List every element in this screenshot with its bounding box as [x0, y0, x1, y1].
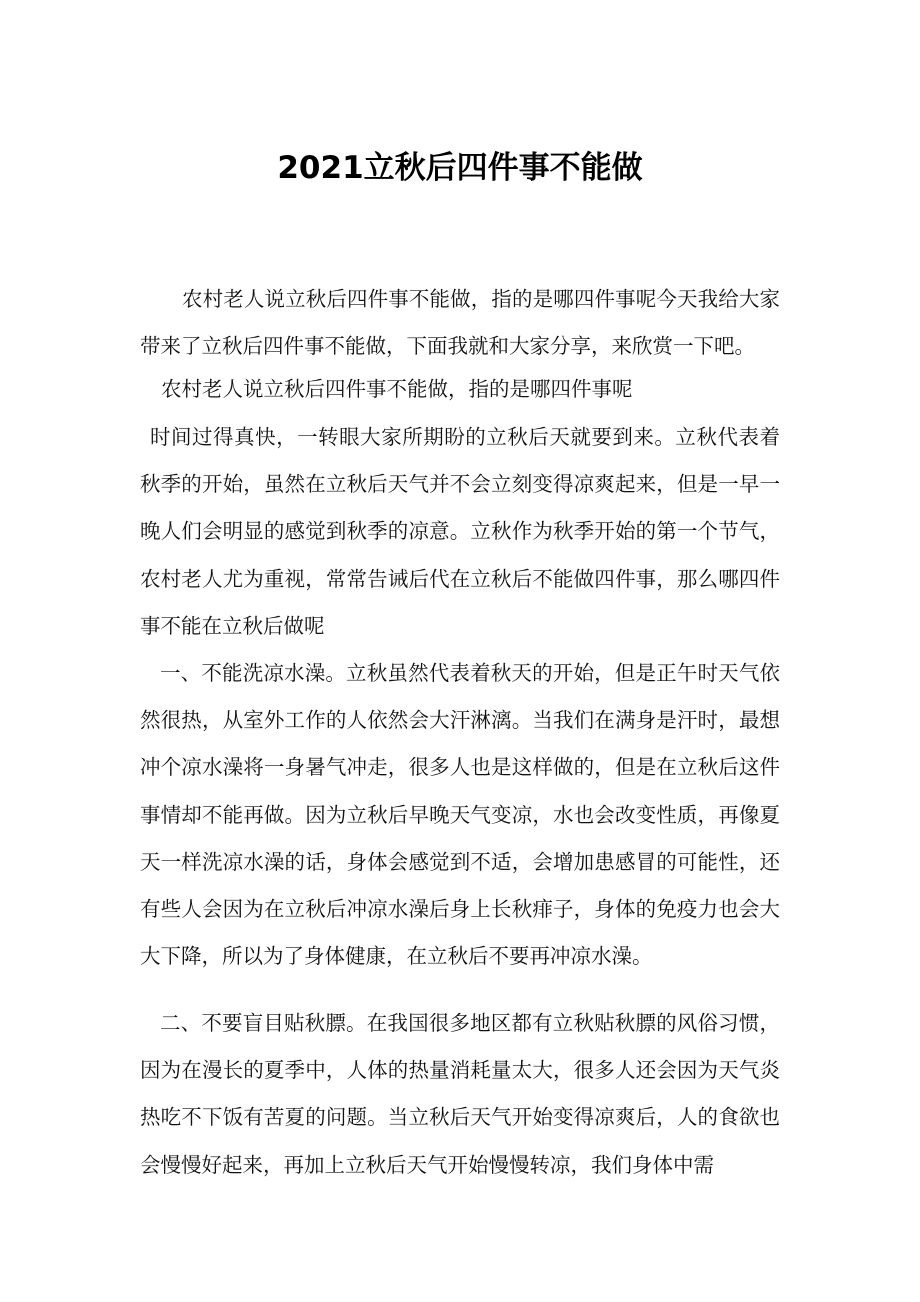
paragraph-background: 时间过得真快，一转眼大家所期盼的立秋后天就要到来。立秋代表着秋季的开始，虽然在立秋后天气并不会立刻变得凉爽起来，但是一早一晚人们会明显的感觉到秋季的凉意。立秋作为秋季开始的第一个节气，农村老人尤为重视，常常告诫后代在立秋后不能做四件事，那么哪四件事不能在立秋后做呢	[140, 425, 780, 638]
paragraph-item-one: 一、不能洗凉水澡。立秋虽然代表着秋天的开始，但是正午时天气依然很热，从室外工作的人依然会大汗淋漓。当我们在满身是汗时，最想冲个凉水澡将一身暑气冲走，很多人也是这样做的，但是在立秋后这件事情却不能再做。因为立秋后早晚天气变凉，水也会改变性质，再像夏天一样洗凉水澡的话，身体会感觉到不适，会增加患感冒的可能性，还有些人会因为在立秋后冲凉水澡后身上长秋痱子，身体的免疫力也会大大下降，所以为了身体健康，在立秋后不要再冲凉水澡。	[140, 661, 780, 969]
paragraph-subheading: 农村老人说立秋后四件事不能做，指的是哪四件事呢	[161, 377, 633, 401]
paragraph-item-two: 二、不要盲目贴秋膘。在我国很多地区都有立秋贴秋膘的风俗习惯，因为在漫长的夏季中，人体的热量消耗量太大，很多人还会因为天气炎热吃不下饭有苦夏的问题。当立秋后天气开始变得凉爽后，人的食欲也会慢慢好起来，再加上立秋后天气开始慢慢转凉，我们身体中需	[140, 1011, 780, 1177]
paragraph-intro: 农村老人说立秋后四件事不能做，指的是哪四件事呢今天我给大家带来了立秋后四件事不能做，下面我就和大家分享，来欣赏一下吧。	[140, 287, 780, 359]
document-title: 2021立秋后四件事不能做	[277, 150, 643, 186]
